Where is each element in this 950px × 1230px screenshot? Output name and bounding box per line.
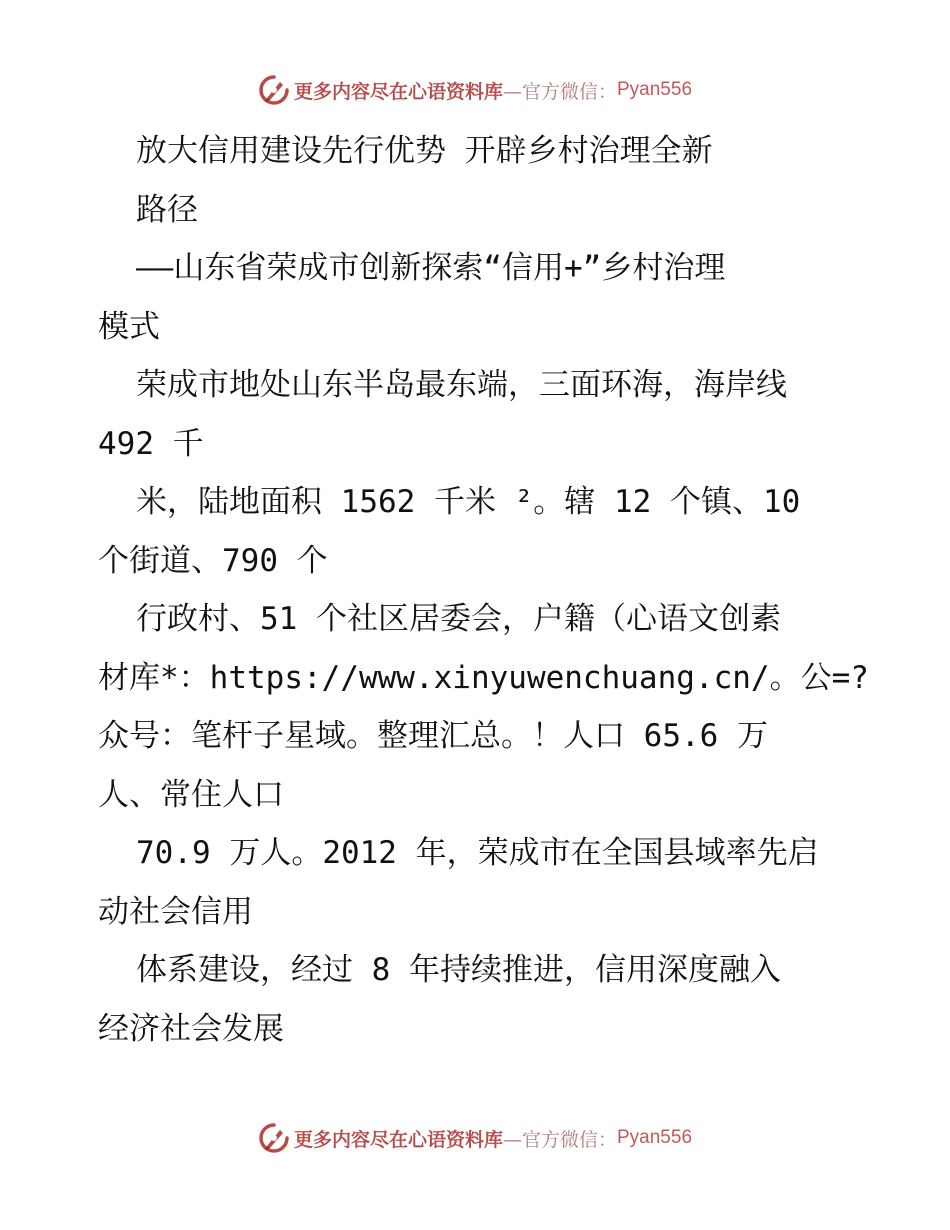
header-banner-account: Pyan556 bbox=[617, 79, 693, 100]
document-line: 人、常住人口 bbox=[98, 776, 284, 813]
footer-banner-separator: —官方微信： bbox=[502, 1128, 617, 1151]
pen-circle-logo-icon bbox=[258, 74, 290, 106]
document-line: 492 千 bbox=[98, 425, 204, 462]
document-body bbox=[98, 122, 869, 1058]
document-line: 体系建设，经过 8 年持续推进，信用深度融入 bbox=[136, 952, 781, 988]
pen-circle-logo-icon bbox=[258, 1122, 290, 1154]
document-line: ——山东省荣成市创新探索“信用+”乡村治理 bbox=[136, 250, 726, 286]
header-banner bbox=[0, 70, 950, 110]
footer-banner-main: 更多内容尽在心语资料库 bbox=[293, 1128, 503, 1151]
document-line: 行政村、51 个社区居委会，户籍（心语文创素 bbox=[136, 601, 781, 637]
document-line: 众号：笔杆子星域。整理汇总。！人口 65.6 万 bbox=[98, 718, 768, 754]
header-banner-separator: —官方微信： bbox=[502, 80, 617, 103]
document-line: 荣成市地处山东半岛最东端，三面环海，海岸线 bbox=[136, 367, 787, 403]
document-line: 经济社会发展 bbox=[98, 1010, 284, 1047]
header-banner-main: 更多内容尽在心语资料库 bbox=[293, 80, 503, 103]
document-line: 模式 bbox=[98, 308, 160, 345]
document-line: 米，陆地面积 1562 千米 ²。辖 12 个镇、10 bbox=[136, 484, 801, 520]
document-line: 动社会信用 bbox=[98, 893, 253, 930]
footer-banner-account: Pyan556 bbox=[617, 1127, 693, 1148]
document-line: 材库*：https://www.xinyuwenchuang.cn/。公=? bbox=[98, 659, 869, 696]
footer-banner bbox=[0, 1118, 950, 1158]
document-line: 个街道、790 个 bbox=[98, 542, 328, 579]
document-line: 放大信用建设先行优势 开辟乡村治理全新 bbox=[136, 133, 713, 169]
document-line: 70.9 万人。2012 年，荣成市在全国县域率先启 bbox=[136, 835, 819, 871]
document-line: 路径 bbox=[136, 191, 198, 228]
